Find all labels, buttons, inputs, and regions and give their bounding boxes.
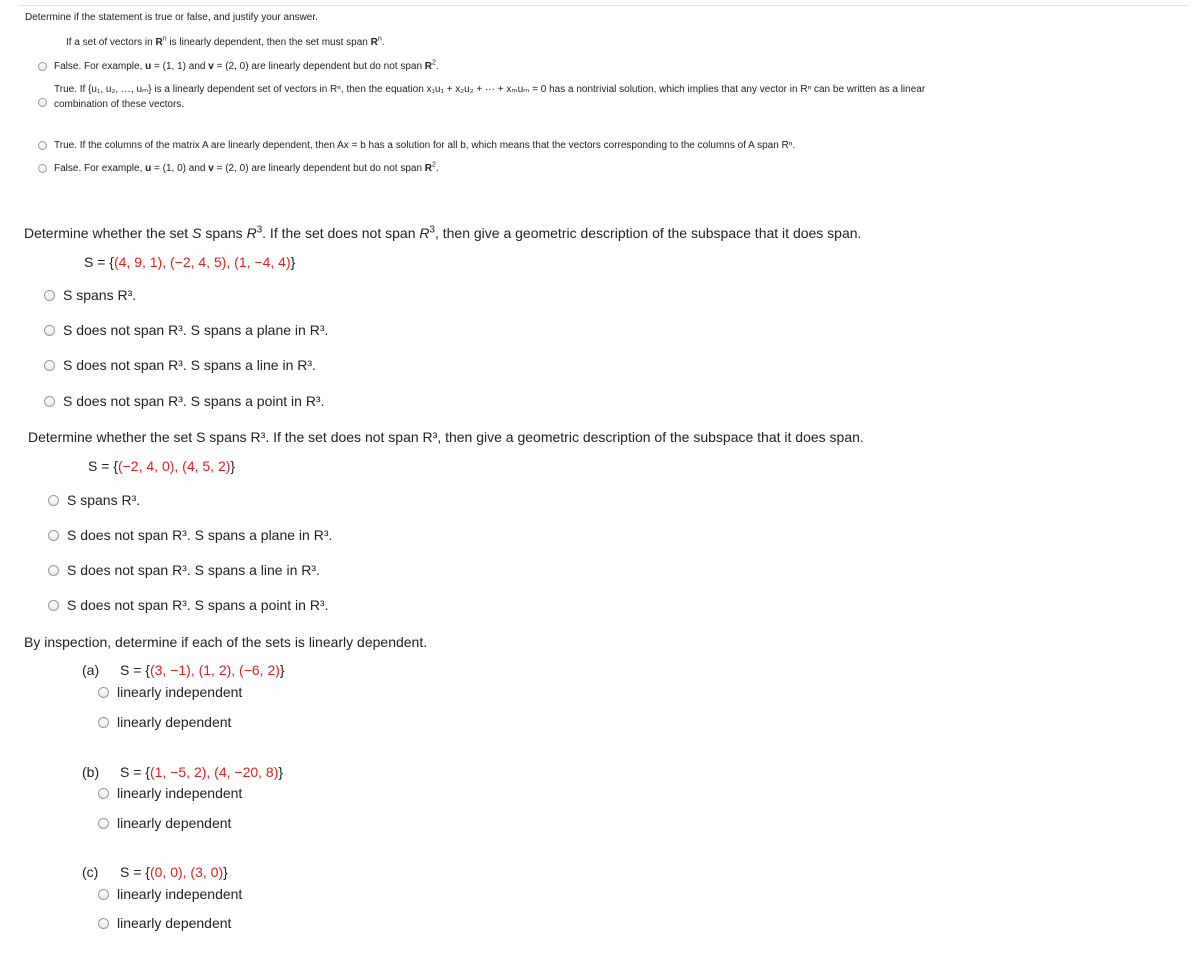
- q1-prompt: Determine if the statement is true or false, and justify your answer.: [25, 12, 318, 23]
- q2-set: S = {(4, 9, 1), (−2, 4, 5), (1, −4, 4)}: [84, 254, 296, 270]
- q4-part-a-label: (a): [82, 662, 100, 678]
- radio-icon[interactable]: [44, 290, 55, 301]
- q2-option-3-label: S does not span R³. S spans a line in R³.: [63, 357, 316, 373]
- q1-option-4-label: False. For example, u = (1, 0) and v = (2, 0) are linearly dependent but do not span $R^2$.: [54, 161, 439, 174]
- radio-icon[interactable]: [44, 396, 55, 407]
- option-label: linearly dependent: [117, 915, 232, 931]
- q4-prompt: By inspection, determine if each of the sets is linearly dependent.: [24, 634, 428, 650]
- radio-icon[interactable]: [98, 818, 109, 829]
- q4-part-b-option-independent[interactable]: [98, 785, 242, 801]
- radio-icon[interactable]: [98, 717, 109, 728]
- option-label: linearly dependent: [117, 815, 232, 831]
- q3-option-3[interactable]: [48, 562, 320, 578]
- radio-icon[interactable]: [38, 141, 47, 150]
- option-label: linearly independent: [117, 886, 243, 902]
- radio-icon[interactable]: [38, 62, 47, 71]
- q2-option-1-label: S spans R³.: [63, 287, 137, 303]
- q2-option-4-label: S does not span R³. S spans a point in R³.: [63, 393, 325, 409]
- q4-part-c-option-independent[interactable]: [98, 886, 242, 902]
- option-label: linearly independent: [117, 684, 243, 700]
- radio-icon[interactable]: [98, 788, 109, 799]
- radio-icon[interactable]: [98, 918, 109, 929]
- radio-icon[interactable]: [44, 360, 55, 371]
- q3-option-2-label: S does not span R³. S spans a plane in R³.: [67, 527, 333, 543]
- q4-part-a-option-independent[interactable]: [98, 684, 242, 700]
- q2-option-3[interactable]: [44, 357, 316, 373]
- option-label: linearly independent: [117, 785, 243, 801]
- q3-set: S = {(−2, 4, 0), (4, 5, 2)}: [88, 458, 236, 474]
- q2-option-1[interactable]: [44, 287, 136, 303]
- radio-icon[interactable]: [38, 164, 47, 173]
- radio-icon[interactable]: [98, 687, 109, 698]
- radio-icon[interactable]: [48, 565, 59, 576]
- q3-prompt: Determine whether the set S spans R³. If the set does not span R³, then give a geometric description of the subspace that it does span.: [28, 429, 864, 445]
- q4-part-b-set: S = {(1, −5, 2), (4, −20, 8)}: [120, 764, 284, 780]
- radio-icon[interactable]: [44, 325, 55, 336]
- q2-prompt: Determine whether the set S spans $R^3$. If the set does not span $R^3$, then give a geometric description of the subspace that it does span.: [24, 224, 862, 241]
- q1-option-2-line1: True. If {u₁, u₂, …, uₘ} is a linearly dependent set of vectors in Rⁿ, then the equation x₁u₁ + x₂u₂ + ··· + xₘuₘ = 0 has a nontrivial solution, which implies that any vector in Rⁿ can be written as a linear: [54, 84, 926, 95]
- radio-icon[interactable]: [98, 889, 109, 900]
- q3-option-4-label: S does not span R³. S spans a point in R³.: [67, 597, 329, 613]
- q4-part-a-set: S = {(3, −1), (1, 2), (−6, 2)}: [120, 662, 285, 678]
- q3-option-2[interactable]: [48, 527, 332, 543]
- q1-statement: If a set of vectors in $R^n$ is linearly dependent, then the set must span $R^n$.: [66, 35, 385, 48]
- q2-option-2-label: S does not span R³. S spans a plane in R³.: [63, 322, 329, 338]
- q1-option-3[interactable]: [38, 140, 795, 151]
- top-divider: [18, 5, 1188, 6]
- q1-option-1[interactable]: [38, 61, 439, 72]
- q4-part-a-option-dependent[interactable]: [98, 714, 231, 730]
- q3-option-1[interactable]: [48, 492, 140, 508]
- q4-part-c-label: (c): [82, 864, 99, 880]
- option-label: linearly dependent: [117, 714, 232, 730]
- radio-icon[interactable]: [38, 98, 47, 107]
- q2-option-2[interactable]: [44, 322, 328, 338]
- radio-icon[interactable]: [48, 495, 59, 506]
- q2-option-4[interactable]: [44, 393, 324, 409]
- q1-option-1-label: False. For example, u = (1, 1) and v = (2, 0) are linearly dependent but do not span $R^2$.: [54, 59, 439, 72]
- q1-option-2-line2: combination of these vectors.: [54, 99, 185, 110]
- radio-icon[interactable]: [48, 530, 59, 541]
- q3-option-4[interactable]: [48, 597, 328, 613]
- q3-option-3-label: S does not span R³. S spans a line in R³.: [67, 562, 320, 578]
- q4-part-b-label: (b): [82, 764, 100, 780]
- q4-part-c-option-dependent[interactable]: [98, 915, 231, 931]
- q1-option-3-label: True. If the columns of the matrix A are linearly dependent, then Ax = b has a solution for all b, which means that the vectors corresponding to the columns of A span Rⁿ.: [54, 140, 796, 151]
- q1-option-4[interactable]: [38, 163, 439, 174]
- q4-part-c-set: S = {(0, 0), (3, 0)}: [120, 864, 228, 880]
- q1-option-2-radio[interactable]: [38, 94, 47, 112]
- radio-icon[interactable]: [48, 600, 59, 611]
- q4-part-b-option-dependent[interactable]: [98, 815, 231, 831]
- q3-option-1-label: S spans R³.: [67, 492, 141, 508]
